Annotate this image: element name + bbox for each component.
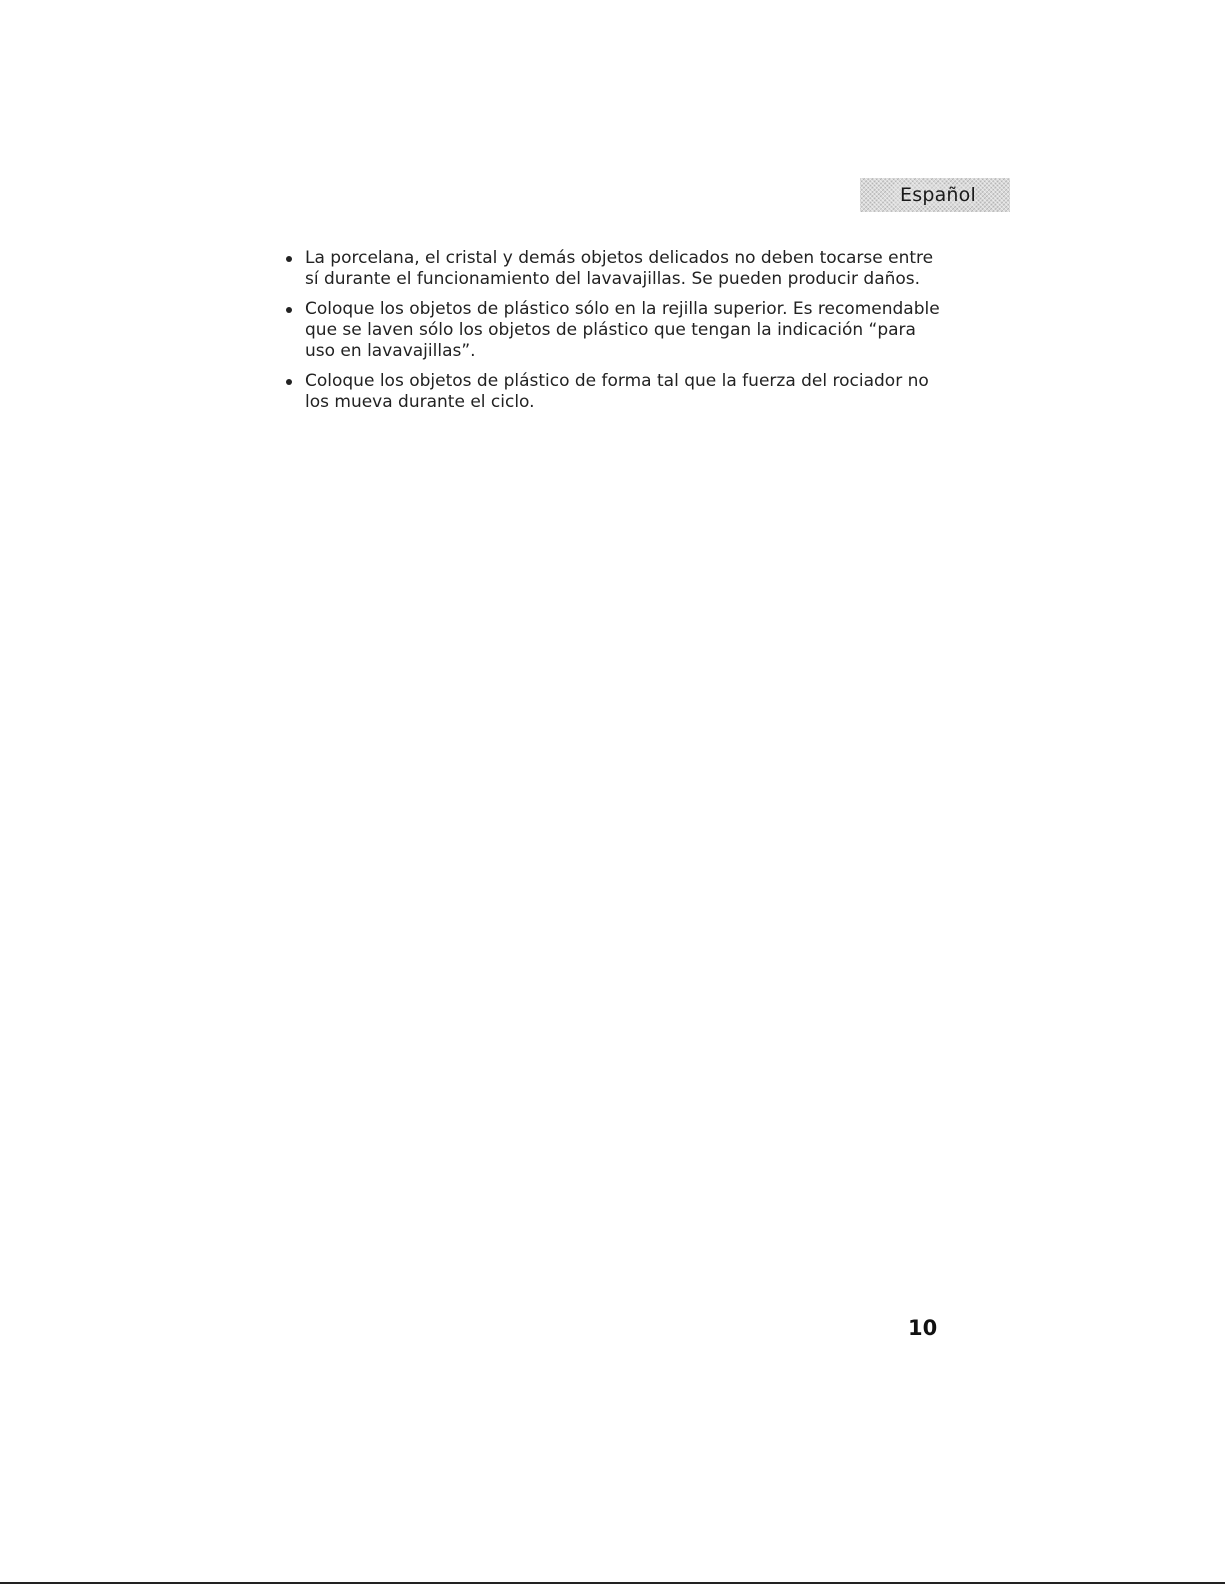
list-item bbox=[286, 248, 946, 290]
bullet-icon bbox=[286, 307, 292, 313]
language-tab bbox=[860, 178, 1010, 212]
list-item bbox=[286, 299, 946, 362]
language-tab-label: Español bbox=[894, 184, 976, 206]
bullet-icon bbox=[286, 379, 292, 385]
bottom-divider bbox=[0, 1582, 1225, 1584]
page-number: 10 bbox=[908, 1316, 938, 1340]
instruction-list bbox=[286, 248, 946, 422]
list-item-text: Coloque los objetos de plástico sólo en la rejilla superior. Es recomendable que se laven sólo los objetos de plástico que tengan la indicación “para uso en lavavajillas”. bbox=[305, 299, 940, 361]
bullet-icon bbox=[286, 256, 292, 262]
list-item bbox=[286, 371, 946, 413]
list-item-text: Coloque los objetos de plástico de forma tal que la fuerza del rociador no los mueva durante el ciclo. bbox=[305, 371, 929, 412]
list-item-text: La porcelana, el cristal y demás objetos delicados no deben tocarse entre sí durante el funcionamiento del lavavajillas. Se pueden producir daños. bbox=[305, 248, 934, 289]
